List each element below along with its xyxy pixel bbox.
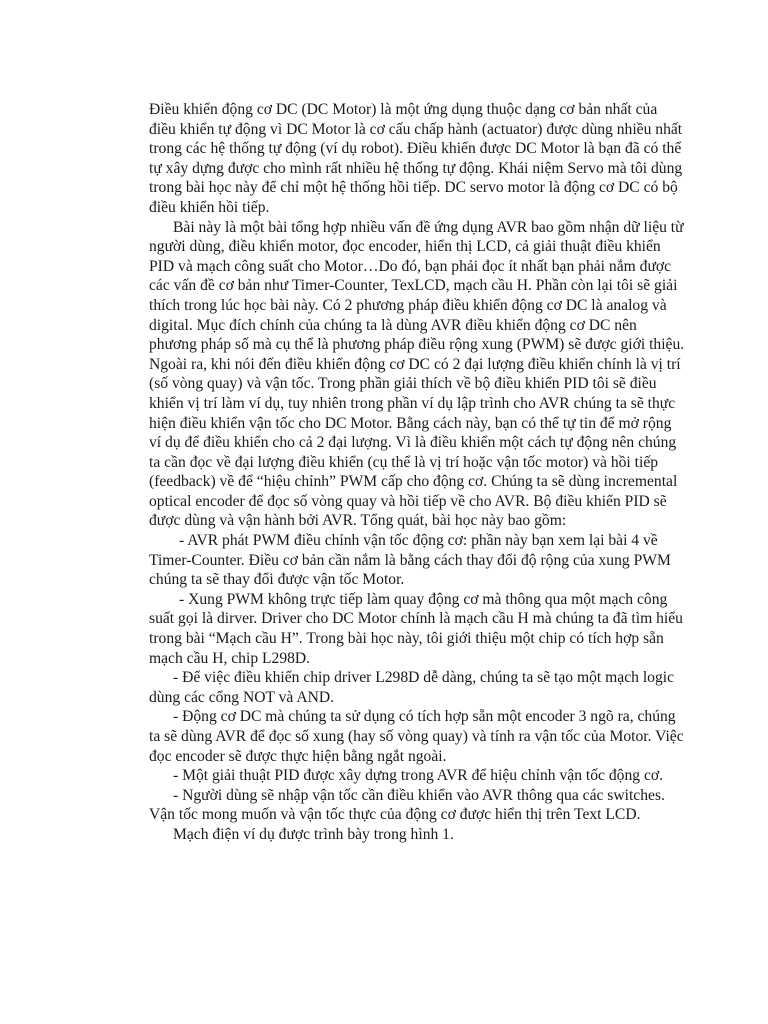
list-item-logic: - Để việc điều khiển chip driver L298D dễ dàng, chúng ta sẽ tạo một mạch logic dùng các cổng NOT và AND. [149, 669, 675, 706]
paragraph-intro: Điều khiển động cơ DC (DC Motor) là một ứng dụng thuộc dạng cơ bản nhất của điều khiển tự động vì DC Motor là cơ cấu chấp hành (actuator) được dùng nhiều nhất trong các hệ thống tự động (ví dụ robot). Điều khiển được DC Motor là bạn đã có thể tự xây dựng được cho mình rất nhiều hệ thống tự động. Khái niệm Servo mà tôi dùng trong bài học này để chỉ một hệ thống hồi tiếp. DC servo motor là động cơ DC có bộ điều khiển hồi tiếp. [149, 101, 683, 216]
paragraph-circuit: Mạch điện ví dụ được trình bày trong hình 1. [173, 825, 454, 843]
list-item-switches: - Người dùng sẽ nhập vận tốc cần điều khiển vào AVR thông qua các switches. Vận tốc mong muốn và vận tốc thực của động cơ được hiển thị trên Text LCD. [149, 786, 665, 824]
list-item-pwm: - AVR phát PWM điều chỉnh vận tốc động cơ: phần này bạn xem lại bài 4 về Timer-Counter. Điều cơ bản cần nắm là bằng cách thay đổi độ rộng của xung PWM chúng ta sẽ thay đổi được vận tốc Motor. [149, 532, 671, 589]
paragraph-overview: Bài này là một bài tổng hợp nhiều vấn đề ứng dụng AVR bao gồm nhận dữ liệu từ người dùng, điều khiển motor, đọc encoder, hiển thị LCD, cả giải thuật điều khiển PID và mạch công suất cho Motor…Do đó, bạn phải đọc ít nhất bạn phải nắm được các vấn đề cơ bản như Timer-Counter, TexLCD, mạch cầu H. Phần còn lại tôi sẽ giải thích trong lúc học bài này. Có 2 phương pháp điều khiển động cơ DC là analog và digital. Mục đích chính của chúng ta là dùng AVR điều khiển động cơ DC nên phương pháp số mà cụ thể là phương pháp điều rộng xung (PWM) sẽ được giới thiệu. Ngoài ra, khi nói đến điều khiển động cơ DC có 2 đại lượng điều khiển chính là vị trí (số vòng quay) và vận tốc. Trong phần giải thích về bộ điều khiển PID tôi sẽ điều khiển vị trí làm ví dụ, tuy nhiên trong phần ví dụ lập trình cho AVR chúng ta sẽ thực hiện điều khiển vận tốc cho DC Motor. Bằng cách này, bạn có thể tự tin để mở rộng ví dụ để điều khiển cho cả 2 đại lượng. Vì là điều khiển một cách tự động nên chúng ta cần đọc về đại lượng điều khiển (cụ thể là vị trí hoặc vận tốc motor) và hồi tiếp (feedback) về để “hiệu chỉnh” PWM cấp cho động cơ. Chúng ta sẽ dùng incremental optical encoder để đọc số vòng quay và hồi tiếp về cho AVR. Bộ điều khiển PID sẽ được dùng và vận hành bởi AVR. Tổng quát, bài học này bao gồm: [149, 218, 685, 530]
list-item-driver: - Xung PWM không trực tiếp làm quay động cơ mà thông qua một mạch công suất gọi là dirver. Driver cho DC Motor chính là mạch cầu H mà chúng ta đã tìm hiểu trong bài “Mạch cầu H”. Trong bài học này, tôi giới thiệu một chip có tích hợp sẵn mạch cầu H, chip L298D. [149, 590, 683, 667]
list-item-encoder: - Động cơ DC mà chúng ta sử dụng có tích hợp sẵn một encoder 3 ngõ ra, chúng ta sẽ dùng AVR để đọc số xung (hay số vòng quay) và tính ra vận tốc của Motor. Việc đọc encoder sẽ được thực hiện bằng ngắt ngoài. [149, 708, 684, 765]
document-body [149, 100, 685, 845]
list-item-pid: - Một giải thuật PID được xây dựng trong AVR để hiệu chỉnh vận tốc động cơ. [173, 767, 664, 785]
